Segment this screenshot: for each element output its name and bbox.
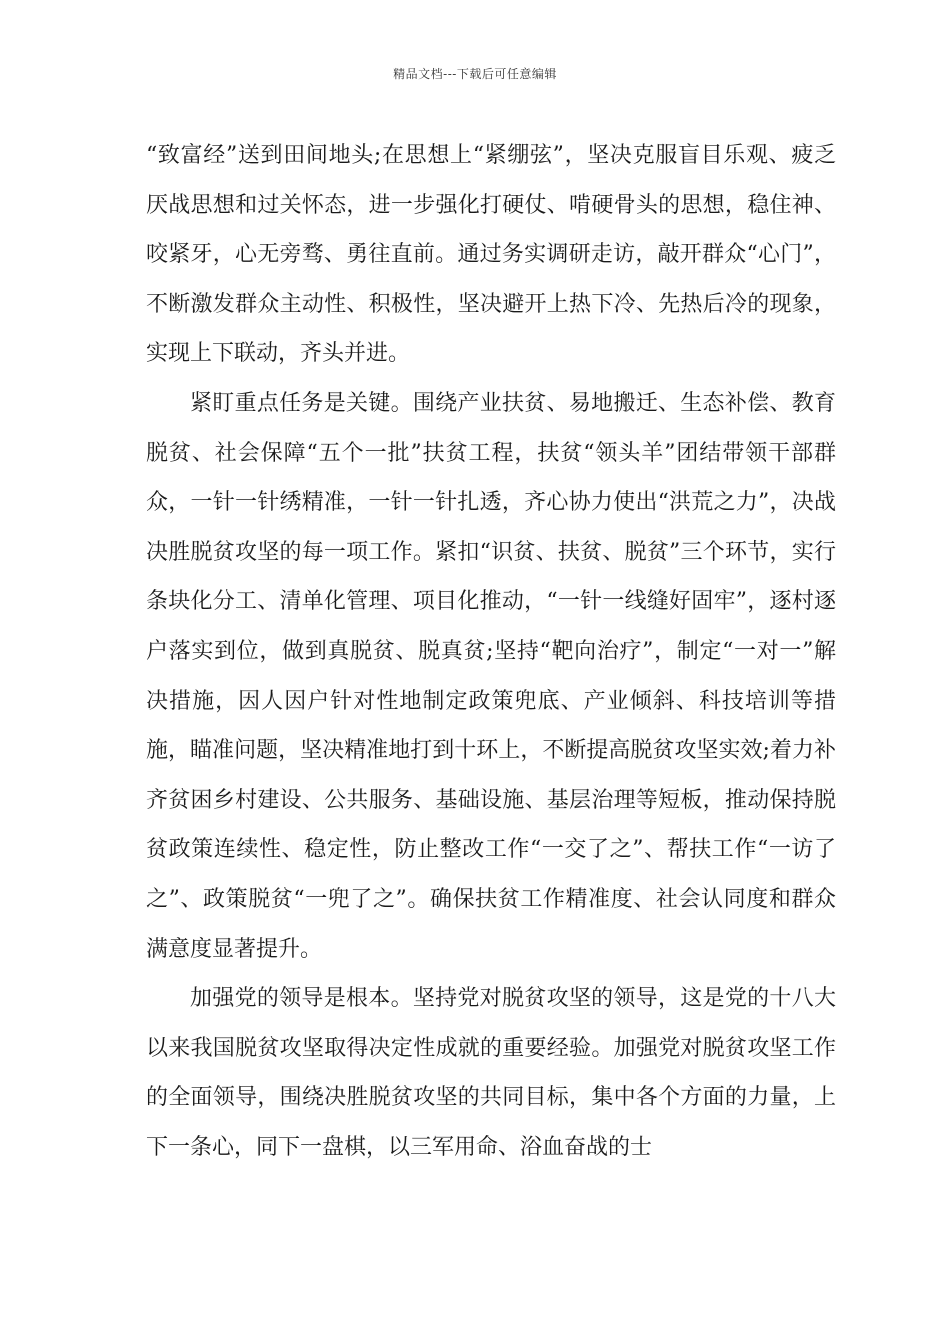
- document-body: [146, 131, 836, 1172]
- paragraph-1: “致富经”送到田间地头;在思想上“紧绷弦”，坚决克服盲目乐观、疲乏厌战思想和过关怀态，进一步强化打硬仗、啃硬骨头的思想，稳住神、咬紧牙，心无旁骛、勇往直前。通过务实调研走访，敲开群众“心门”，不断激发群众主动性、积极性，坚决避开上热下冷、先热后冷的现象，实现上下联动，齐头并进。: [146, 143, 836, 367]
- paragraph-3: 加强党的领导是根本。坚持党对脱贫攻坚的领导，这是党的十八大以来我国脱贫攻坚取得决定性成就的重要经验。加强党对脱贫攻坚工作的全面领导，围绕决胜脱贫攻坚的共同目标，集中各个方面的力量，上下一条心，同下一盘棋，以三军用命、浴血奋战的士: [146, 986, 836, 1160]
- page-header: 精品文档---下载后可任意编辑: [393, 67, 557, 81]
- paragraph-2: 紧盯重点任务是关键。围绕产业扶贫、易地搬迁、生态补偿、教育脱贫、社会保障“五个一批”扶贫工程，扶贫“领头羊”团结带领干部群众，一针一针绣精准，一针一针扎透，齐心协力使出“洪荒之力”，决战决胜脱贫攻坚的每一项工作。紧扣“识贫、扶贫、脱贫”三个环节，实行条块化分工、清单化管理、项目化推动，“一针一线缝好固牢”，逐村逐户落实到位，做到真脱贫、脱真贫;坚持“靶向治疗”，制定“一对一”解决措施，因人因户针对性地制定政策兜底、产业倾斜、科技培训等措施，瞄准问题，坚决精准地打到十环上，不断提高脱贫攻坚实效;着力补齐贫困乡村建设、公共服务、基础设施、基层治理等短板，推动保持脱贫政策连续性、稳定性，防止整改工作“一交了之”、帮扶工作“一访了之”、政策脱贫“一兜了之”。确保扶贫工作精准度、社会认同度和群众满意度显著提升。: [146, 390, 836, 962]
